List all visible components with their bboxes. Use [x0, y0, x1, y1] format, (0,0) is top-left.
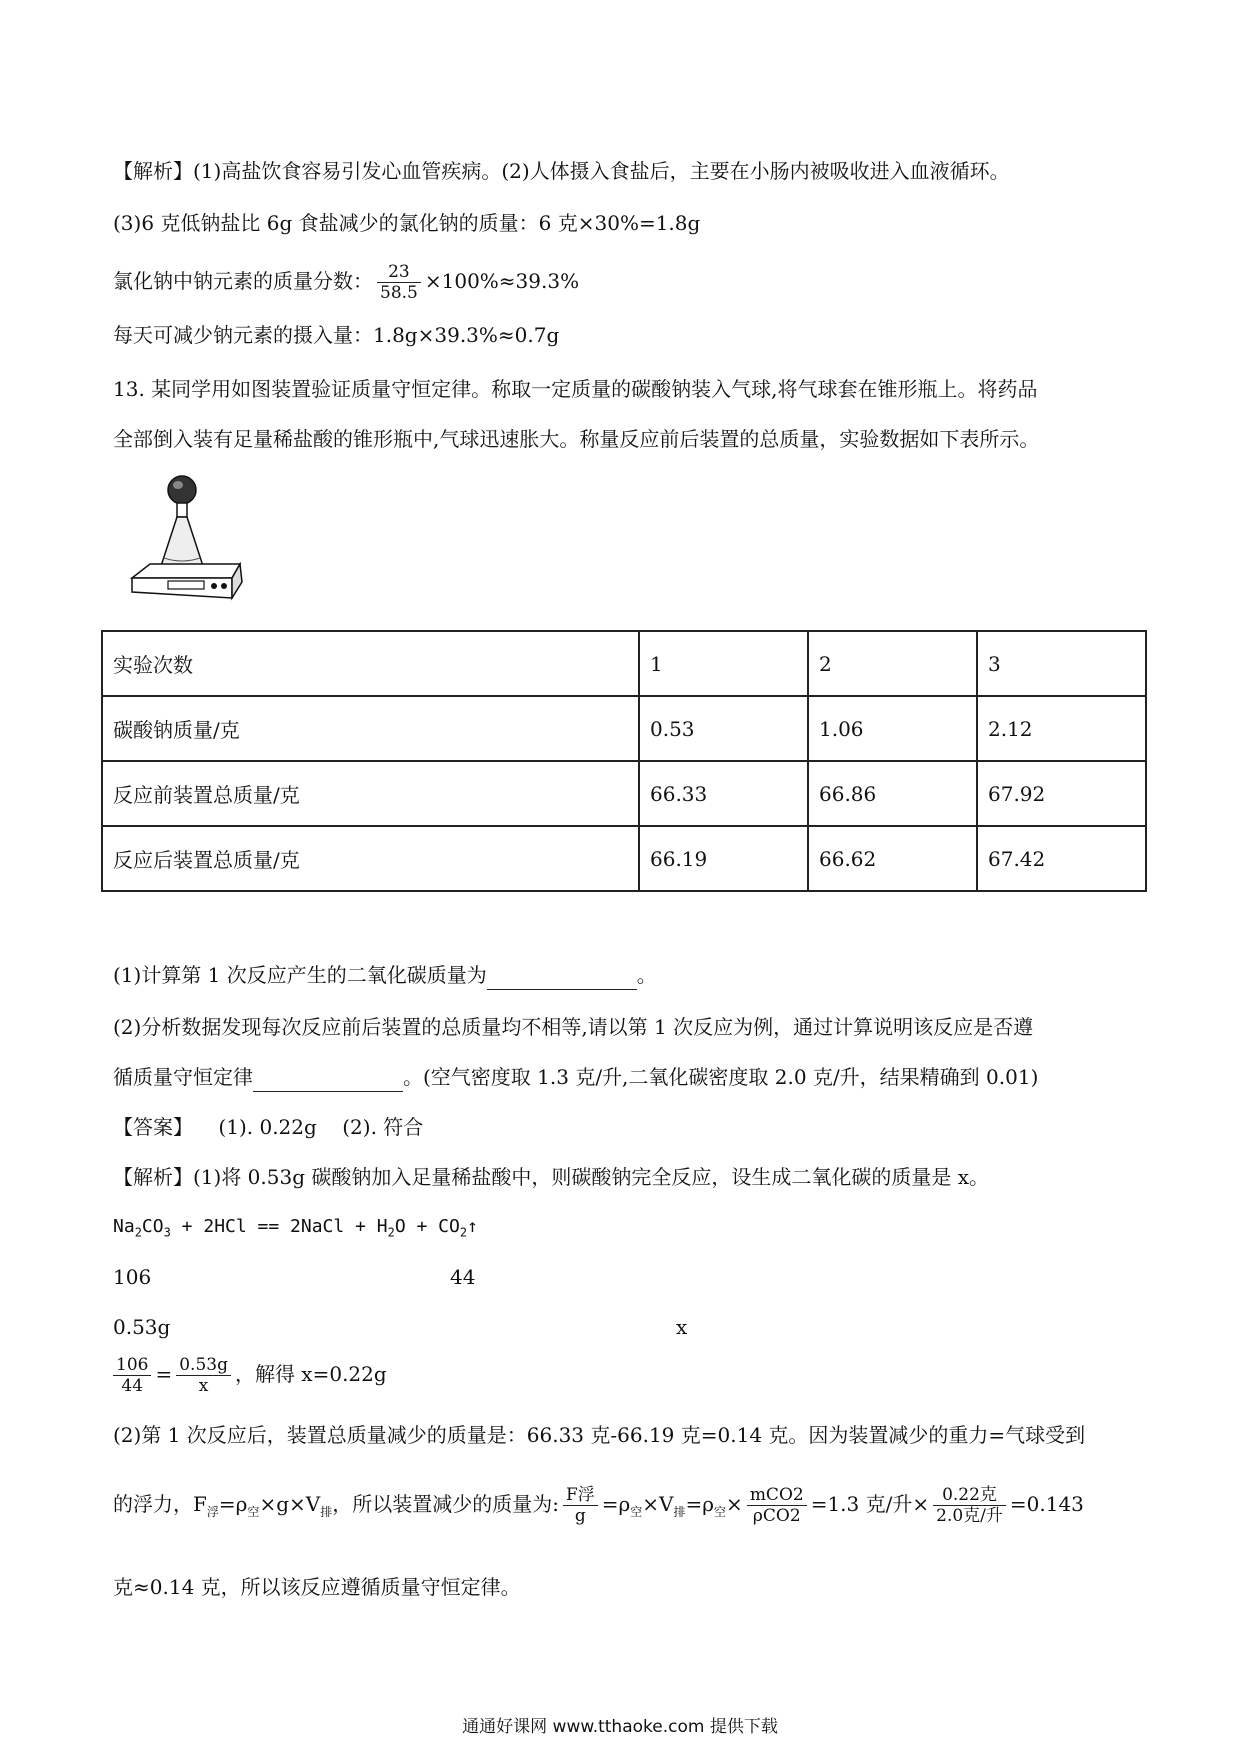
- question-13-line-2: 全部倒入装有足量稀盐酸的锥形瓶中,气球迅速胀大。称量反应前后装置的总质量，实验数据如下表所示。: [113, 427, 1040, 451]
- chemical-equation: [113, 1212, 478, 1248]
- question-13-line-1: 13. 某同学用如图装置验证质量守恒定律。称取一定质量的碳酸钠装入气球,将气球套在锥形瓶上。将药品: [113, 377, 1038, 401]
- table-cell: 2.12: [977, 696, 1146, 761]
- eq-na: Na: [113, 1216, 135, 1237]
- rho-3: =ρ: [685, 1492, 715, 1516]
- experiment-data-table: [101, 630, 1147, 892]
- eq-middle: + 2HCl == 2NaCl + H: [170, 1216, 388, 1237]
- rho-co2-den: ρCO2: [752, 1506, 801, 1526]
- table-cell: 2: [808, 631, 977, 696]
- table-cell: 66.19: [639, 826, 808, 891]
- sub-kong-1: 空: [247, 1505, 260, 1519]
- analysis-line-1: 【解析】(1)高盐饮食容易引发心血管疾病。(2)人体摄入食盐后，主要在小肠内被吸收进入血液循环。: [113, 159, 1010, 183]
- analysis2-part2-line-3: 克≈0.14 克，所以该反应遵循质量守恒定律。: [113, 1575, 521, 1599]
- table-cell: 66.86: [808, 761, 977, 826]
- co2-mass-num: 0.22克: [933, 1485, 1006, 1506]
- analysis2-part2-line-1: (2)第 1 次反应后，装置总质量减少的质量是：66.33 克-66.19 克=0.14 克。因为装置减少的重力=气球受到: [113, 1423, 1086, 1447]
- times-sign: ×: [726, 1492, 743, 1516]
- ratio-a-den: 44: [121, 1376, 144, 1396]
- co2-density-den: 2.0克/升: [936, 1506, 1003, 1526]
- table-row: [102, 696, 1146, 761]
- air-density-text: =1.3 克/升×: [810, 1492, 930, 1516]
- unknown-mass: x: [676, 1315, 688, 1339]
- analysis-line-3-text: 氯化钠中钠元素的质量分数：: [113, 269, 373, 293]
- fraction-numerator: 23: [377, 262, 421, 283]
- mass-reduced-text: ，所以装置减少的质量为:: [332, 1492, 559, 1516]
- eq-co2-sub: 2: [459, 1225, 468, 1240]
- table-cell: 67.92: [977, 761, 1146, 826]
- rho-2: =ρ: [601, 1492, 631, 1516]
- ratio-a-num: 106: [113, 1355, 151, 1376]
- m-co2-num: mCO2: [747, 1485, 807, 1506]
- buoyancy-text: 的浮力，F: [113, 1492, 207, 1516]
- answer-blank-2: [253, 1069, 403, 1092]
- table-cell: 1.06: [808, 696, 977, 761]
- sub-pai-1: 排: [320, 1505, 333, 1519]
- row-header-cell: 碳酸钠质量/克: [102, 696, 639, 761]
- table-cell: 66.62: [808, 826, 977, 891]
- ratio-b-den: x: [198, 1376, 209, 1396]
- calc-result: =0.143: [1009, 1492, 1084, 1516]
- times-v: ×V: [642, 1492, 674, 1516]
- g-v: ×g×V: [259, 1492, 321, 1516]
- table-cell: 67.42: [977, 826, 1146, 891]
- question-2-note: 。(空气密度取 1.3 克/升,二氧化碳密度取 2.0 克/升，结果精确到 0.01): [403, 1065, 1039, 1089]
- table-row: [102, 761, 1146, 826]
- sub-fu: 浮: [206, 1505, 219, 1519]
- table-cell: 3: [977, 631, 1146, 696]
- ratio-fraction-b: [176, 1355, 231, 1396]
- footer-source: 通通好课网 www.tthaoke.com 提供下载: [462, 1717, 778, 1737]
- balance-flask-balloon-illustration: [128, 468, 246, 610]
- analysis-line-4: 每天可减少钠元素的摄入量：1.8g×39.3%≈0.7g: [113, 323, 560, 347]
- answer-line: 【答案】 (1). 0.22g (2). 符合: [113, 1115, 424, 1139]
- sub-kong-3: 空: [714, 1505, 727, 1519]
- ratio-fraction-a: [113, 1355, 151, 1396]
- table-cell: 1: [639, 631, 808, 696]
- question-2-line-2: [113, 1062, 1038, 1092]
- co2-volume-fraction: [933, 1485, 1006, 1526]
- f-num: F浮: [563, 1485, 598, 1506]
- question-2-text: 循质量守恒定律: [113, 1065, 253, 1089]
- fraction-denominator: 58.5: [380, 283, 418, 303]
- molar-mass-106: 106: [113, 1265, 152, 1289]
- g-den: g: [574, 1506, 586, 1526]
- sub-kong-2: 空: [630, 1505, 643, 1519]
- row-header-cell: 实验次数: [102, 631, 639, 696]
- proportion-line: $\frac{106}{44}$ = $\frac{0.53g}{x}$ ，解得 x=0.22g: [113, 1350, 387, 1398]
- eq-h2-sub: 2: [387, 1225, 395, 1240]
- sodium-fraction: [377, 262, 421, 303]
- table-cell: 0.53: [639, 696, 808, 761]
- f-over-g-fraction: [563, 1485, 598, 1526]
- analysis-line-2: (3)6 克低钠盐比 6g 食盐减少的氯化钠的质量：6 克×30%=1.8g: [113, 211, 701, 235]
- eq-co3-sub: 3: [163, 1225, 171, 1240]
- table-cell: 66.33: [639, 761, 808, 826]
- question-1: [113, 960, 657, 990]
- table-body: [102, 631, 1146, 891]
- question-1-text: (1)计算第 1 次反应产生的二氧化碳质量为: [113, 963, 487, 987]
- molar-mass-44: 44: [450, 1265, 476, 1289]
- question-2-line-1: (2)分析数据发现每次反应前后装置的总质量均不相等,请以第 1 次反应为例，通过计算说明该反应是否遵: [113, 1015, 1034, 1039]
- gas-arrow: ↑: [467, 1216, 478, 1237]
- eq-na-sub: 2: [134, 1225, 142, 1240]
- answer-blank-1: [487, 967, 637, 990]
- rho-1: =ρ: [218, 1492, 248, 1516]
- row-header-cell: 反应后装置总质量/克: [102, 826, 639, 891]
- table-row: [102, 826, 1146, 891]
- analysis-line-3-result: ×100%≈39.3%: [424, 269, 580, 293]
- m-over-rho-fraction: [747, 1485, 807, 1526]
- ratio-b-num: 0.53g: [176, 1355, 231, 1376]
- table-row: [102, 631, 1146, 696]
- given-mass: 0.53g: [113, 1315, 171, 1339]
- analysis2-line-1: 【解析】(1)将 0.53g 碳酸钠加入足量稀盐酸中，则碳酸钠完全反应，设生成二氧化碳的质量是 x。: [113, 1165, 990, 1189]
- eq-co2: O + CO: [394, 1216, 460, 1237]
- analysis2-part2-line-2: [113, 1478, 1084, 1538]
- sub-pai-2: 排: [673, 1505, 686, 1519]
- eq-co3: CO: [141, 1216, 164, 1237]
- question-1-end: 。: [636, 963, 657, 987]
- row-header-cell: 反应前装置总质量/克: [102, 761, 639, 826]
- solve-result: ，解得 x=0.22g: [234, 1362, 387, 1386]
- analysis-line-3: [113, 262, 579, 303]
